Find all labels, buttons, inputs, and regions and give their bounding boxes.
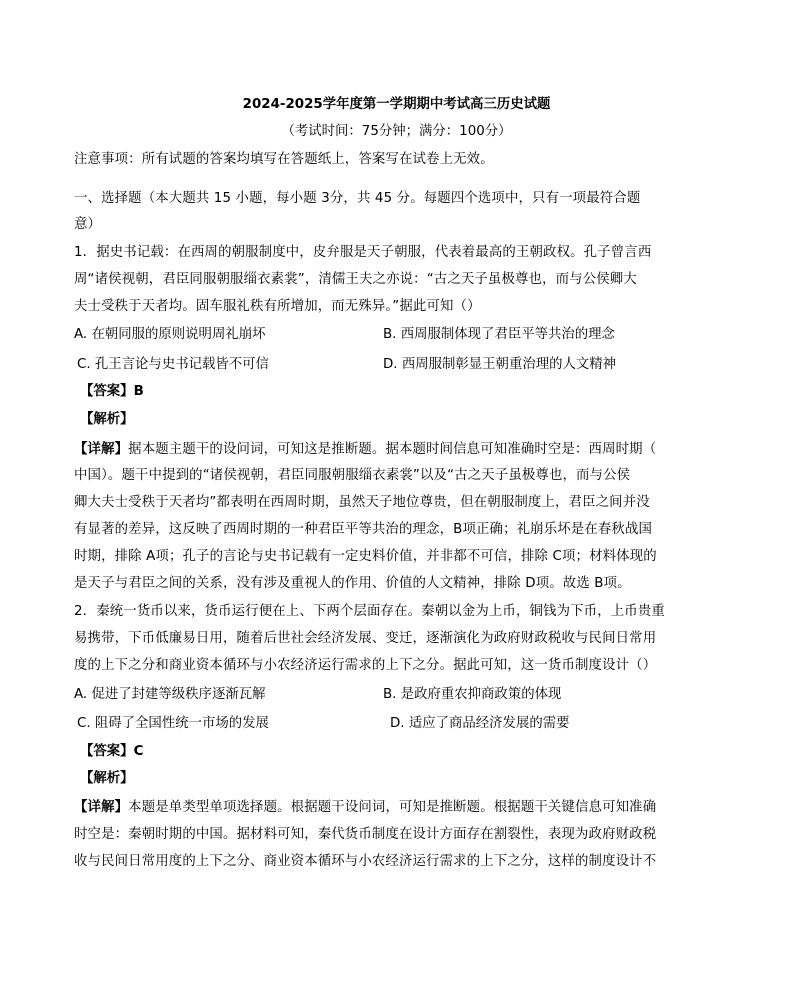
q2-detail-line-1 [74,798,694,818]
q1-stem-line-3: 夫士受秩于天者均。固车服礼秩有所增加，而无殊异。”据此可知（） [74,299,481,314]
section-heading-line-2: 意） [74,217,102,232]
q2-option-a: A. 促进了封建等级秩序逐渐瓦解 [74,687,266,702]
q1-answer [80,382,144,402]
q1-detail-line-4: 有显著的差异，这反映了西周时期的一种君臣平等共治的理念，B项正确；礼崩乐坏是在春秋战国 [74,522,653,537]
q1-option-d: D. 西周服制彰显王朝重治理的人文精神 [383,357,617,372]
section-heading-line-1: 一、选择题（本大题共 15 小题，每小题 3分，共 45 分。每题四个选项中，只有一项最符合题 [74,191,641,206]
q1-detail-line-6: 是天子与君臣之间的关系，没有涉及重视人的作用、价值的人文精神，排除 D项。故选 B项。 [74,576,631,591]
q1-answer-value: B [133,384,144,399]
page-title: 2024-2025学年度第一学期期中考试高三历史试题 [242,97,551,112]
q2-answer [80,742,143,762]
q2-answer-tag: 【答案】 [80,744,134,759]
q1-stem-line-1: 1．据史书记载：在西周的朝服制度中，皮弁服是天子朝服，代表着最高的王朝政权。孔子曾言西 [74,245,652,260]
q1-detail-line-1 [74,440,694,460]
q1-option-b: B. 西周服制体现了君臣平等共治的理念 [383,327,615,342]
q1-detail-text-1: 据本题主题干的设问词，可知这是推断题。据本题时间信息可知准确时空是：西周时期（ [128,442,657,457]
q2-detail-line-3: 收与民间日常用度的上下之分、商业资本循环与小农经济运行需求的上下之分，这样的制度设计不 [74,854,657,869]
q2-stem-line-3: 度的上下之分和商业资本循环与小农经济运行需求的上下之分。据此可知，这一货币制度设计（） [74,658,657,673]
q2-stem-line-2: 易携带，下币低廉易日用，随着后世社会经济发展、变迁，逐渐演化为政府财政税收与民间日常用 [74,631,657,646]
q1-detail-line-5: 时期，排除 A项；孔子的言论与史书记载有一定史料价值，并非都不可信，排除 C项；材料体现的 [74,549,657,564]
q2-detail-text-1: 本题是单类型单项选择题。根据题干设问词，可知是推断题。根据题干关键信息可知准确 [128,800,657,815]
q2-analysis-tag: 【解析】 [80,771,134,786]
q2-detail-line-2: 时空是：秦朝时期的中国。据材料可知，秦代货币制度在设计方面存在割裂性，表现为政府财政税 [74,827,657,842]
q1-option-c: C. 孔王言论与史书记载皆不可信 [77,357,269,372]
q1-analysis-tag: 【解析】 [80,412,134,427]
q1-detail-tag: 【详解】 [74,442,129,457]
q2-detail-tag: 【详解】 [74,800,129,815]
q1-answer-tag: 【答案】 [80,384,134,399]
q2-option-c: C. 阻碍了全国性统一市场的发展 [77,716,269,731]
exam-info: （考试时间：75分钟；满分：100分） [281,124,512,139]
q1-stem-line-2: 周“诸侯视朝，君臣同服朝服缁衣素裳”，清儒王夫之亦说：“古之天子虽极尊也，而与公侯卿大 [74,272,637,287]
q2-option-b: B. 是政府重农抑商政策的体现 [383,687,562,702]
q2-option-d: D. 适应了商品经济发展的需要 [390,716,570,731]
q1-detail-line-2: 中国）。题干中提到的“诸侯视朝，君臣同服朝服缁衣素裳”以及“古之天子虽极尊也，而与公侯 [74,468,631,483]
q2-answer-value: C [133,744,144,759]
notice: 注意事项：所有试题的答案均填写在答题纸上，答案写在试卷上无效。 [74,152,494,167]
q1-detail-line-3: 卿大夫士受秩于天者均”都表明在西周时期，虽然天子地位尊贵，但在朝服制度上，君臣之间并没 [74,495,650,510]
q2-stem-line-1: 2．秦统一货币以来，货币运行便在上、下两个层面存在。秦朝以金为上币，铜钱为下币，上币贵重 [74,604,665,619]
q1-option-a: A. 在朝同服的原则说明周礼崩坏 [74,327,266,342]
